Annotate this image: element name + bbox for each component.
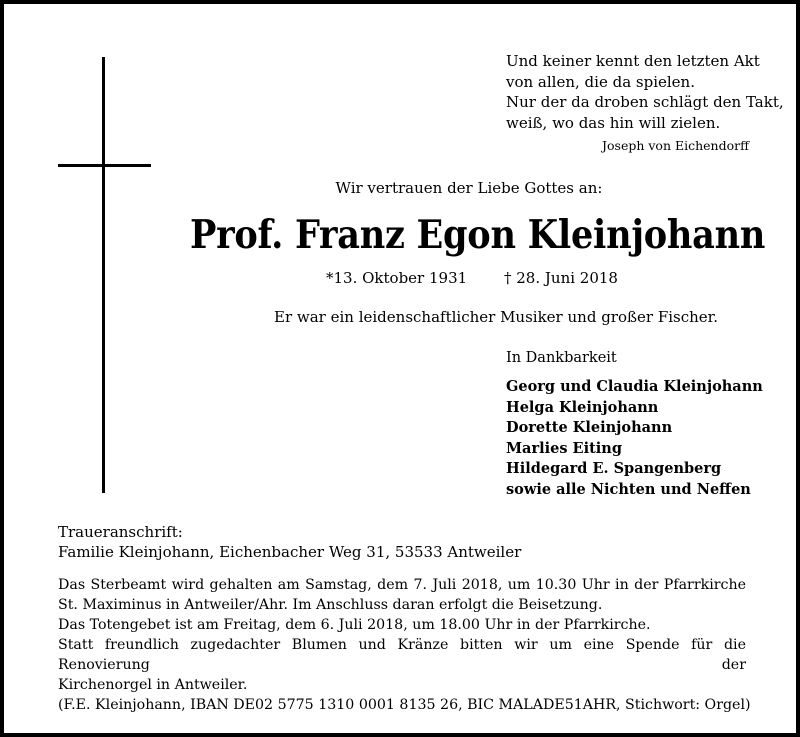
address-label: Traueranschrift: [58, 523, 183, 541]
poem-line: Und keiner kennt den letzten Akt [506, 52, 760, 70]
cross-icon-vertical [102, 57, 105, 493]
poem-author: Joseph von Eichendorff [602, 138, 749, 153]
thanks-label: In Dankbarkeit [506, 350, 617, 366]
mourner: Helga Kleinjohann [506, 398, 659, 416]
note-line: St. Maximinus in Antweiler/Ahr. Im Anschluss daran erfolgt die Beisetzung. [58, 597, 603, 613]
deceased-name: Prof. Franz Egon Kleinjohann [190, 212, 766, 258]
note-line: Das Totengebet ist am Freitag, dem 6. Juli 2018, um 18.00 Uhr in der Pfarrkirche. [58, 617, 651, 633]
note-line: Statt freundlich zugedachter Blumen und Kränze bitten wir um eine Spende für die Renovierung der [58, 637, 746, 673]
mourning-address [58, 522, 521, 562]
mourner: sowie alle Nichten und Neffen [506, 480, 751, 498]
death-date: † 28. Juni 2018 [504, 269, 618, 287]
cross-icon-horizontal [58, 164, 151, 167]
deceased-description: Er war ein leidenschaftlicher Musiker und großer Fischer. [274, 308, 718, 326]
note-line: Das Sterbeamt wird gehalten am Samstag, dem 7. Juli 2018, um 10.30 Uhr in der Pfarrkirche [58, 577, 746, 593]
mourner: Hildegard E. Spangenberg [506, 460, 722, 477]
note-line: (F.E. Kleinjohann, IBAN DE02 5775 1310 0001 8135 26, BIC MALADE51AHR, Stichwort: Orgel) [58, 697, 751, 713]
address-value: Familie Kleinjohann, Eichenbacher Weg 31, 53533 Antweiler [58, 543, 522, 561]
intro-text: Wir vertrauen der Liebe Gottes an: [335, 179, 603, 197]
birth-date: *13. Oktober 1931 [326, 269, 468, 287]
mourner: Marlies Eiting [506, 439, 622, 457]
mourner: Georg und Claudia Kleinjohann [506, 378, 763, 395]
poem-line: weiß, wo das hin will zielen. [506, 113, 721, 132]
poem [506, 51, 796, 133]
mourner: Dorette Kleinjohann [506, 419, 673, 436]
service-notes [58, 575, 751, 715]
mourners-list [506, 377, 763, 500]
poem-line: Nur der da droben schlägt den Takt, [506, 93, 784, 111]
poem-line: von allen, die da spielen. [506, 72, 695, 91]
note-line: Kirchenorgel in Antweiler. [58, 677, 248, 693]
